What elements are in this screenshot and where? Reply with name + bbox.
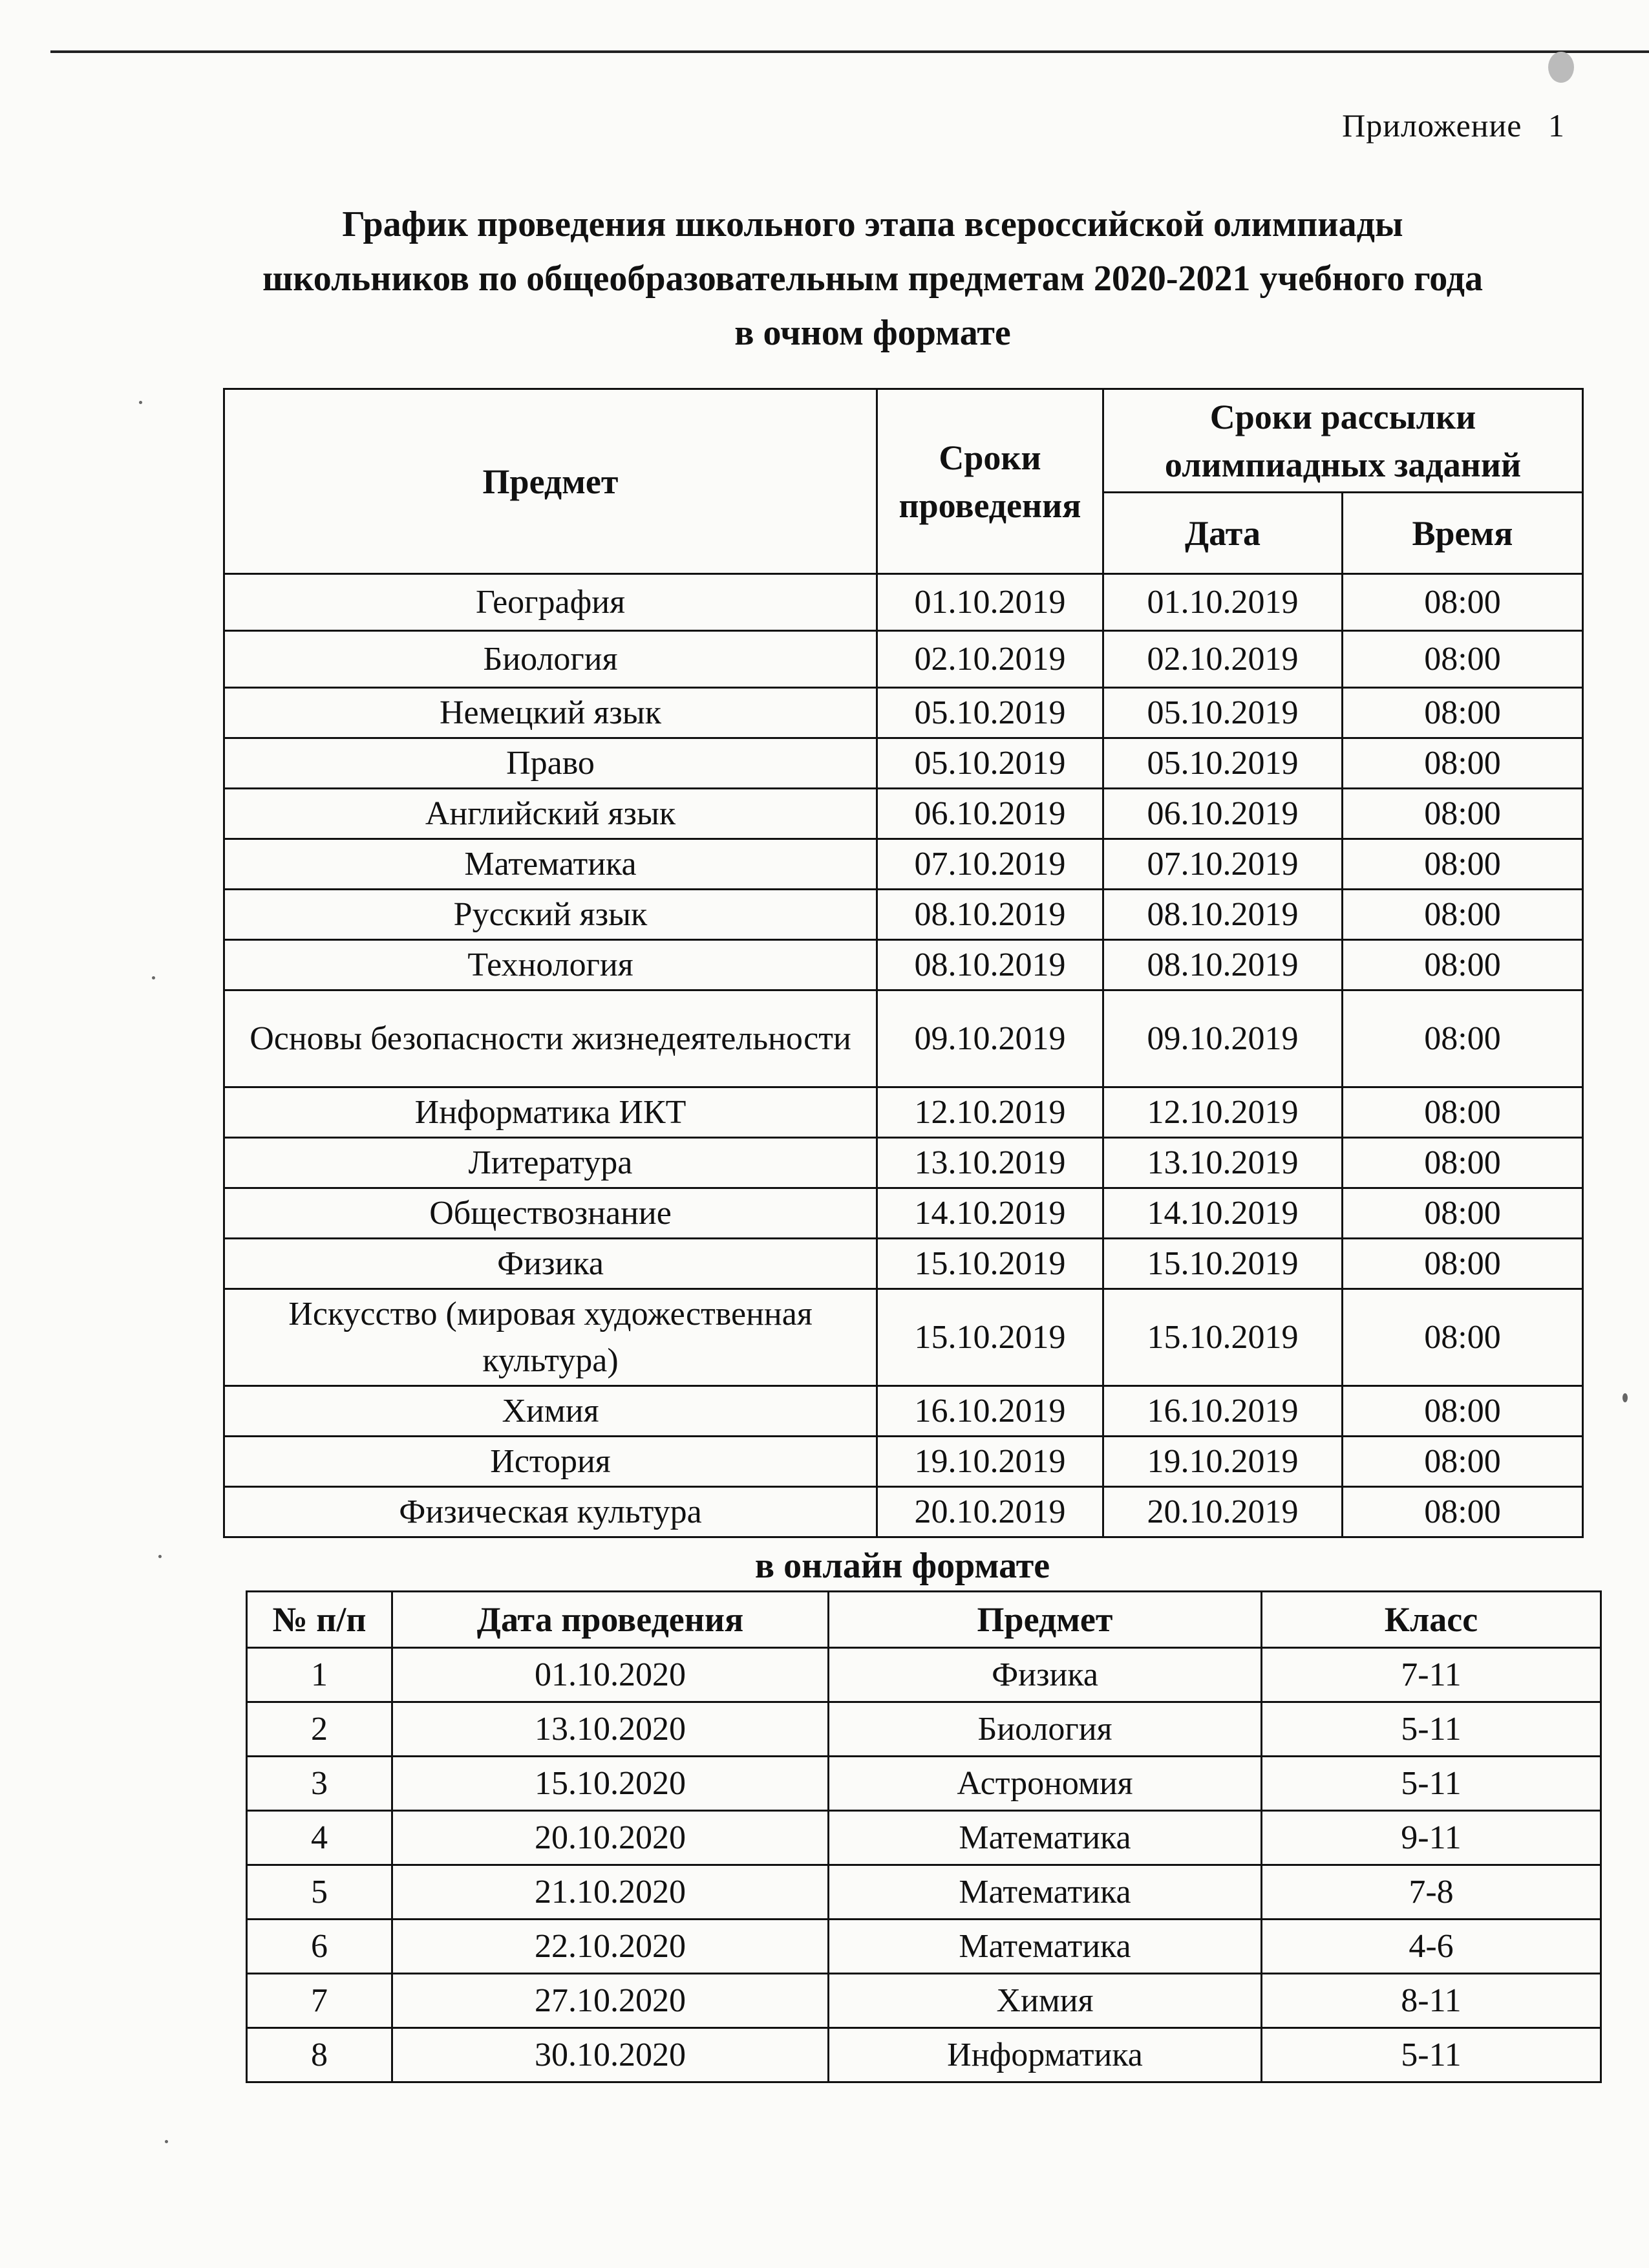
mailing-date-cell: 01.10.2019: [1103, 574, 1343, 631]
mailing-time-cell: 08:00: [1343, 890, 1583, 940]
subject-cell: Математика: [224, 839, 877, 890]
date-cell: 20.10.2020: [392, 1811, 829, 1865]
header-mailing: Сроки рассылки олимпиадных заданий: [1103, 389, 1583, 493]
scan-speck: [158, 1555, 162, 1558]
subject-cell: Физика: [224, 1239, 877, 1289]
num-cell: 5: [247, 1865, 392, 1920]
num-cell: 1: [247, 1648, 392, 1702]
mailing-time-cell: 08:00: [1343, 1087, 1583, 1138]
header-grade: Класс: [1262, 1592, 1601, 1648]
mailing-time-cell: 08:00: [1343, 940, 1583, 990]
mailing-time-cell: 08:00: [1343, 1289, 1583, 1386]
table-row: [247, 1648, 1601, 1702]
grade-cell: 4-6: [1262, 1920, 1601, 1974]
held-date-cell: 07.10.2019: [877, 839, 1103, 890]
subject-cell: История: [224, 1437, 877, 1487]
mailing-date-cell: 08.10.2019: [1103, 940, 1343, 990]
mailing-time-cell: 08:00: [1343, 839, 1583, 890]
mailing-time-cell: 08:00: [1343, 1487, 1583, 1537]
subject-cell: Искусство (мировая художественная культура): [224, 1289, 877, 1386]
table-row: [224, 1138, 1583, 1188]
held-date-cell: 19.10.2019: [877, 1437, 1103, 1487]
date-cell: 27.10.2020: [392, 1974, 829, 2028]
scan-speck: [1548, 52, 1574, 83]
num-cell: 4: [247, 1811, 392, 1865]
mailing-date-cell: 16.10.2019: [1103, 1386, 1343, 1437]
subject-cell: Астрономия: [829, 1757, 1262, 1811]
held-date-cell: 05.10.2019: [877, 688, 1103, 738]
subject-cell: Литература: [224, 1138, 877, 1188]
header-date: Дата проведения: [392, 1592, 829, 1648]
table-row: [247, 2028, 1601, 2082]
held-date-cell: 05.10.2019: [877, 738, 1103, 789]
title-line-3: в очном формате: [734, 313, 1011, 353]
table-row: [247, 1702, 1601, 1757]
date-cell: 21.10.2020: [392, 1865, 829, 1920]
num-cell: 3: [247, 1757, 392, 1811]
mailing-time-cell: 08:00: [1343, 990, 1583, 1087]
subject-cell: Физика: [829, 1648, 1262, 1702]
mailing-date-cell: 08.10.2019: [1103, 890, 1343, 940]
mailing-time-cell: 08:00: [1343, 789, 1583, 839]
table-row: [224, 1289, 1583, 1386]
date-cell: 01.10.2020: [392, 1648, 829, 1702]
date-cell: 15.10.2020: [392, 1757, 829, 1811]
held-date-cell: 12.10.2019: [877, 1087, 1103, 1138]
header-subject: Предмет: [224, 389, 877, 574]
header-dates: Сроки проведения: [877, 389, 1103, 574]
held-date-cell: 16.10.2019: [877, 1386, 1103, 1437]
table-row: [224, 940, 1583, 990]
grade-cell: 7-8: [1262, 1865, 1601, 1920]
table-row: [224, 1239, 1583, 1289]
appendix-label: Приложение 1: [1342, 107, 1565, 144]
grade-cell: 5-11: [1262, 1757, 1601, 1811]
mailing-time-cell: 08:00: [1343, 1239, 1583, 1289]
subject-cell: Информатика ИКТ: [224, 1087, 877, 1138]
table-row: [224, 688, 1583, 738]
held-date-cell: 01.10.2019: [877, 574, 1103, 631]
mailing-time-cell: 08:00: [1343, 574, 1583, 631]
num-cell: 7: [247, 1974, 392, 2028]
subject-cell: Основы безопасности жизнедеятельности: [224, 990, 877, 1087]
mailing-time-cell: 08:00: [1343, 1386, 1583, 1437]
subject-cell: Математика: [829, 1920, 1262, 1974]
scan-speck: [139, 401, 142, 404]
held-date-cell: 06.10.2019: [877, 789, 1103, 839]
header-num: № п/п: [247, 1592, 392, 1648]
table-row: [224, 789, 1583, 839]
offline-schedule-table: [223, 388, 1584, 1538]
held-date-cell: 20.10.2019: [877, 1487, 1103, 1537]
table-row: [224, 890, 1583, 940]
online-title: в онлайн формате: [754, 1546, 1050, 1586]
mailing-date-cell: 15.10.2019: [1103, 1239, 1343, 1289]
table-row: [224, 1437, 1583, 1487]
table-row: [224, 574, 1583, 631]
table-row: [224, 990, 1583, 1087]
subject-cell: Математика: [829, 1865, 1262, 1920]
mailing-date-cell: 15.10.2019: [1103, 1289, 1343, 1386]
table-row: [224, 1487, 1583, 1537]
header-time: Время: [1343, 493, 1583, 574]
subject-cell: Русский язык: [224, 890, 877, 940]
held-date-cell: 13.10.2019: [877, 1138, 1103, 1188]
date-cell: 13.10.2020: [392, 1702, 829, 1757]
held-date-cell: 15.10.2019: [877, 1239, 1103, 1289]
grade-cell: 5-11: [1262, 2028, 1601, 2082]
mailing-date-cell: 09.10.2019: [1103, 990, 1343, 1087]
mailing-date-cell: 07.10.2019: [1103, 839, 1343, 890]
mailing-date-cell: 13.10.2019: [1103, 1138, 1343, 1188]
mailing-time-cell: 08:00: [1343, 738, 1583, 789]
subject-cell: Технология: [224, 940, 877, 990]
subject-cell: География: [224, 574, 877, 631]
scan-speck: [165, 2140, 168, 2143]
mailing-date-cell: 02.10.2019: [1103, 631, 1343, 688]
scan-speck: [152, 976, 155, 979]
title-line-2: школьников по общеобразовательным предметам 2020-2021 учебного года: [262, 259, 1483, 299]
subject-cell: Химия: [829, 1974, 1262, 2028]
mailing-date-cell: 14.10.2019: [1103, 1188, 1343, 1239]
table-row: [247, 1920, 1601, 1974]
subject-cell: Математика: [829, 1811, 1262, 1865]
subject-cell: Английский язык: [224, 789, 877, 839]
mailing-date-cell: 12.10.2019: [1103, 1087, 1343, 1138]
subject-cell: Информатика: [829, 2028, 1262, 2082]
top-rule: [50, 50, 1649, 53]
num-cell: 2: [247, 1702, 392, 1757]
grade-cell: 7-11: [1262, 1648, 1601, 1702]
mailing-time-cell: 08:00: [1343, 631, 1583, 688]
held-date-cell: 14.10.2019: [877, 1188, 1103, 1239]
held-date-cell: 15.10.2019: [877, 1289, 1103, 1386]
subject-cell: Биология: [224, 631, 877, 688]
date-cell: 22.10.2020: [392, 1920, 829, 1974]
held-date-cell: 02.10.2019: [877, 631, 1103, 688]
mailing-date-cell: 20.10.2019: [1103, 1487, 1343, 1537]
grade-cell: 5-11: [1262, 1702, 1601, 1757]
mailing-time-cell: 08:00: [1343, 1138, 1583, 1188]
table-row: [224, 1087, 1583, 1138]
subject-cell: Физическая культура: [224, 1487, 877, 1537]
header-subject: Предмет: [829, 1592, 1262, 1648]
table-row: [224, 738, 1583, 789]
table-row: [224, 1188, 1583, 1239]
mailing-date-cell: 06.10.2019: [1103, 789, 1343, 839]
subject-cell: Немецкий язык: [224, 688, 877, 738]
title-line-1: График проведения школьного этапа всероссийской олимпиады: [342, 204, 1403, 244]
online-schedule-table: [246, 1590, 1602, 2083]
held-date-cell: 09.10.2019: [877, 990, 1103, 1087]
subject-cell: Биология: [829, 1702, 1262, 1757]
num-cell: 8: [247, 2028, 392, 2082]
held-date-cell: 08.10.2019: [877, 940, 1103, 990]
subject-cell: Право: [224, 738, 877, 789]
table-row: [247, 1811, 1601, 1865]
grade-cell: 8-11: [1262, 1974, 1601, 2028]
mailing-time-cell: 08:00: [1343, 688, 1583, 738]
document-title: [213, 197, 1532, 360]
table-row: [247, 1865, 1601, 1920]
num-cell: 6: [247, 1920, 392, 1974]
mailing-date-cell: 19.10.2019: [1103, 1437, 1343, 1487]
table-row: [224, 631, 1583, 688]
table-row: [224, 839, 1583, 890]
mailing-date-cell: 05.10.2019: [1103, 688, 1343, 738]
table-row: [247, 1757, 1601, 1811]
held-date-cell: 08.10.2019: [877, 890, 1103, 940]
mailing-date-cell: 05.10.2019: [1103, 738, 1343, 789]
header-date: Дата: [1103, 493, 1343, 574]
date-cell: 30.10.2020: [392, 2028, 829, 2082]
table-row: [247, 1974, 1601, 2028]
mailing-time-cell: 08:00: [1343, 1437, 1583, 1487]
table-row: [224, 1386, 1583, 1437]
scan-speck: [1622, 1393, 1628, 1402]
grade-cell: 9-11: [1262, 1811, 1601, 1865]
subject-cell: Обществознание: [224, 1188, 877, 1239]
subject-cell: Химия: [224, 1386, 877, 1437]
mailing-time-cell: 08:00: [1343, 1188, 1583, 1239]
